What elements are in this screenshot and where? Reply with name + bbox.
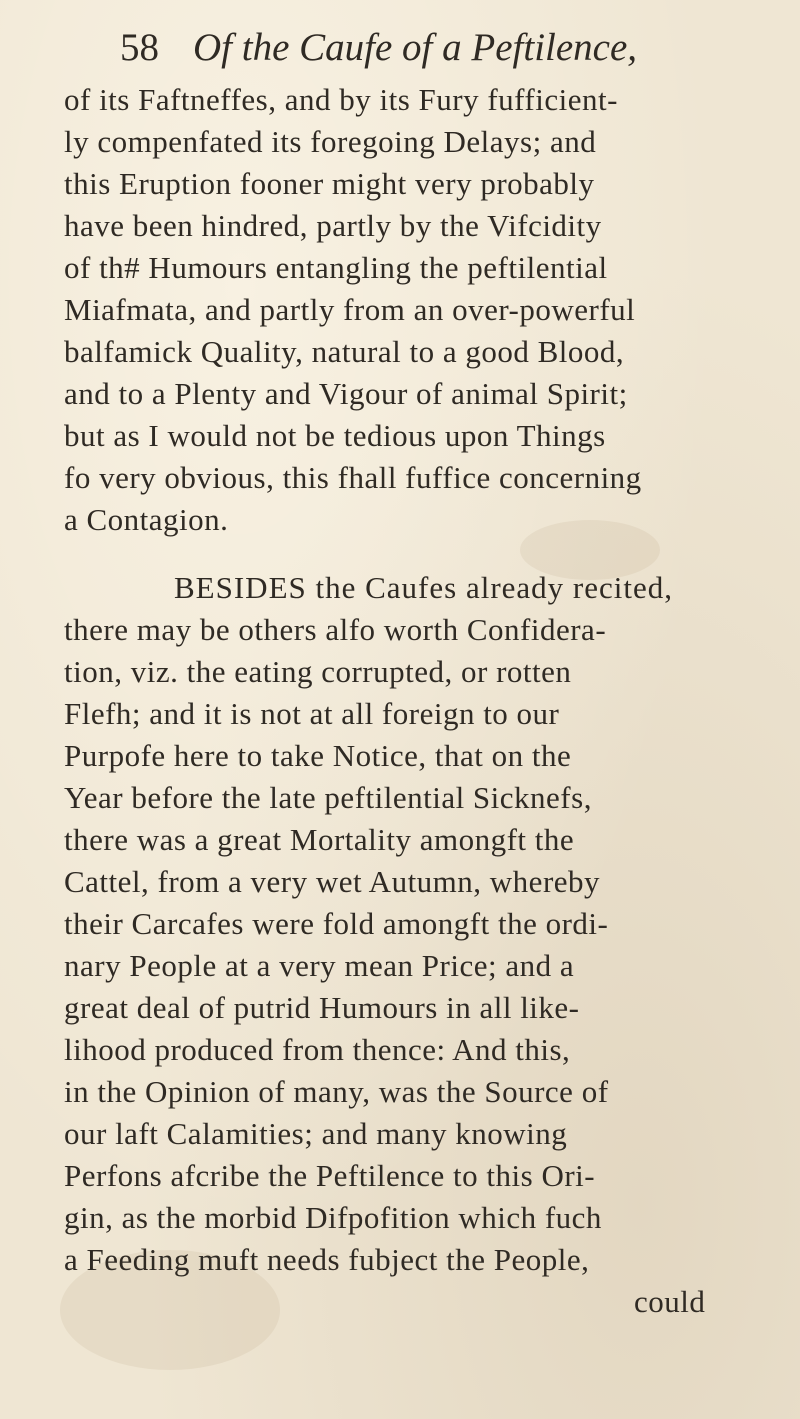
text-line: of th# Humours entangling the peftilential: [64, 250, 608, 285]
text-line: there was a great Mortality amongft the: [64, 822, 575, 857]
text-line: of its Faftneffes, and by its Fury fufficient-: [64, 82, 618, 117]
running-title: Of the Caufe of a Peftilence,: [193, 26, 638, 69]
text-line: Flefh; and it is not at all foreign to our: [64, 696, 560, 731]
text-line: their Carcafes were fold amongft the ordi-: [64, 906, 609, 941]
running-header: [120, 18, 740, 78]
text-line: Miafmata, and partly from an over-powerful: [64, 292, 636, 327]
text-line: Year before the late peftilential Sicknefs,: [64, 780, 592, 815]
text-line: nary People at a very mean Price; and a: [64, 948, 575, 983]
text-line: tion, viz. the eating corrupted, or rotten: [64, 654, 572, 689]
text-line: fo very obvious, this fhall fuffice concerning: [64, 460, 642, 495]
text-line: ly compenfated its foregoing Delays; and: [64, 124, 597, 159]
text-line: our laft Calamities; and many knowing: [64, 1116, 568, 1151]
text-line: great deal of putrid Humours in all like-: [64, 990, 580, 1025]
text-line: a Contagion.: [64, 502, 229, 537]
text-line: have been hindred, partly by the Vifcidity: [64, 208, 602, 243]
text-line: BESIDES the Caufes already recited,: [174, 570, 673, 605]
catchword: could: [634, 1284, 706, 1319]
text-line: a Feeding muft needs fubject the People,: [64, 1242, 590, 1277]
text-line: Perfons afcribe the Peftilence to this Ori-: [64, 1158, 596, 1193]
page-number: 58: [120, 26, 159, 69]
text-line: and to a Plenty and Vigour of animal Spirit;: [64, 376, 628, 411]
text-line: balfamick Quality, natural to a good Blood,: [64, 334, 625, 369]
text-line: Cattel, from a very wet Autumn, whereby: [64, 864, 601, 899]
text-line: there may be others alfo worth Confidera-: [64, 612, 607, 647]
text-line: gin, as the morbid Difpofition which fuch: [64, 1200, 602, 1235]
text-line: lihood produced from thence: And this,: [64, 1032, 571, 1067]
text-line: Purpofe here to take Notice, that on the: [64, 738, 572, 773]
text-line: but as I would not be tedious upon Things: [64, 418, 606, 453]
text-line: in the Opinion of many, was the Source of: [64, 1074, 609, 1109]
text-line: this Eruption fooner might very probably: [64, 166, 595, 201]
